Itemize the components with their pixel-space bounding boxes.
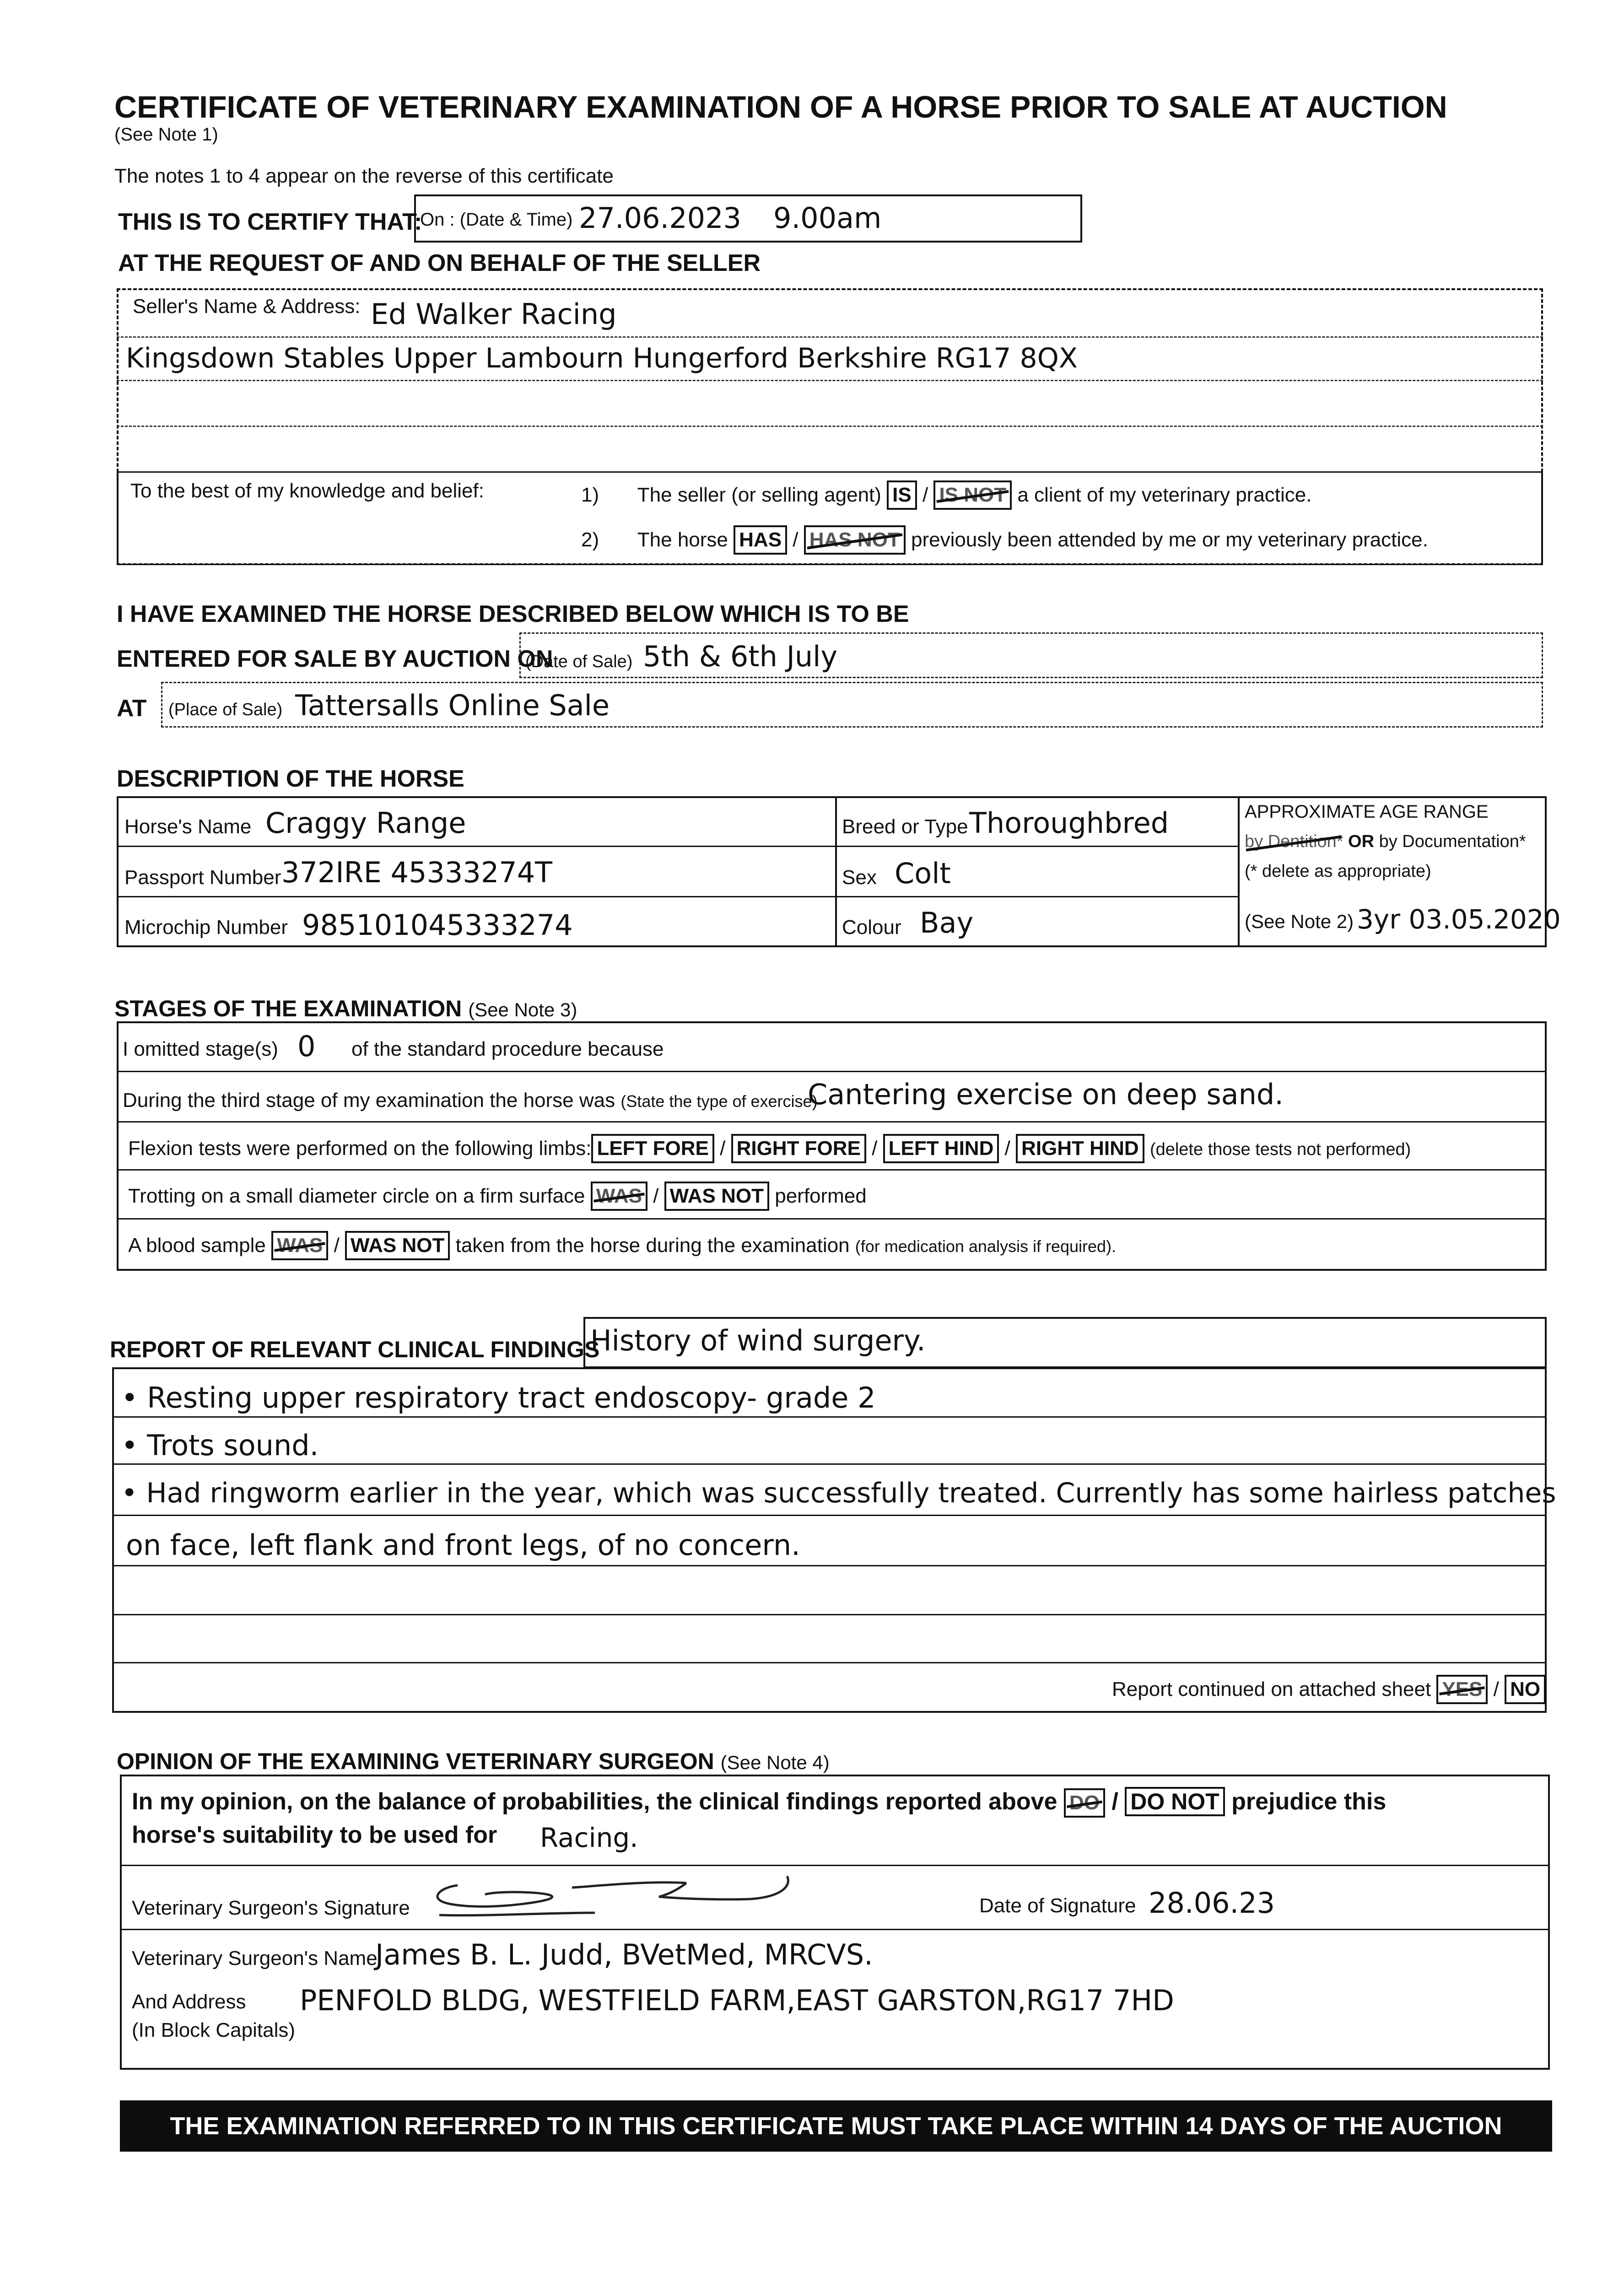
signature	[430, 1867, 824, 1926]
opinion-table	[120, 1775, 1550, 2070]
footer-banner	[120, 2100, 1552, 2152]
age-title: APPROXIMATE AGE RANGE	[1245, 802, 1489, 822]
horse-attended-row: 2) The horse HAS / HAS NOT previously been attended by me or my veterinary practice.	[581, 525, 1428, 555]
omitted-label: I omitted stage(s)	[123, 1038, 278, 1060]
sale-place-label: (Place of Sale)	[168, 700, 283, 719]
age-delete-note: (* delete as appropriate)	[1245, 862, 1431, 881]
microchip-value: 985101045333274	[302, 908, 573, 942]
opinion-text-suffix: prejudice this	[1231, 1788, 1387, 1815]
by-documentation-option[interactable]: by Documentation*	[1379, 832, 1526, 851]
is-option[interactable]: IS	[887, 480, 917, 510]
item1-prefix: The seller (or selling agent)	[637, 484, 881, 506]
signature-stroke-3	[572, 1883, 686, 1888]
report-line-4: on face, left flank and front legs, of no concern.	[126, 1528, 800, 1562]
seller-label: Seller's Name & Address:	[133, 295, 361, 318]
omitted-row	[123, 1038, 278, 1061]
notes-text: The notes 1 to 4 appear on the reverse of this certificate	[114, 165, 614, 187]
request-text: AT THE REQUEST OF AND ON BEHALF OF THE SELLER	[118, 250, 761, 276]
report-first-line: History of wind surgery.	[590, 1324, 926, 1357]
trot-label: Trotting on a small diameter circle on a firm surface	[128, 1185, 585, 1207]
report-line-3: • Had ringworm earlier in the year, which was successfully treated. Currently has some hairless patches	[121, 1477, 1556, 1509]
third-stage-label: During the third stage of my examination the horse was	[123, 1089, 615, 1112]
sale-date-value: 5th & 6th July	[643, 640, 838, 673]
blood-suffix: taken from the horse during the examination	[455, 1234, 850, 1257]
flexion-suffix: (delete those tests not performed)	[1149, 1140, 1411, 1159]
belief-label: To the best of my knowledge and belief:	[130, 480, 484, 502]
sale-place-value: Tattersalls Online Sale	[295, 689, 610, 722]
seller-client-row: 1) The seller (or selling agent) IS / IS NOT a client of my veterinary practice.	[581, 480, 1312, 510]
item2-prefix: The horse	[637, 529, 728, 551]
signature-stroke-4	[659, 1876, 788, 1899]
certify-label: THIS IS TO CERTIFY THAT:	[118, 209, 422, 235]
horse-section-title: DESCRIPTION OF THE HORSE	[117, 766, 464, 792]
blood-note: (for medication analysis if required).	[855, 1237, 1117, 1256]
certificate-title: CERTIFICATE OF VETERINARY EXAMINATION OF A HORSE PRIOR TO SALE AT AUCTION	[114, 90, 1447, 124]
continued-row: Report continued on attached sheet YES / NO	[1112, 1675, 1546, 1704]
omitted-suffix: of the standard procedure because	[351, 1038, 664, 1060]
opinion-text-prefix: In my opinion, on the balance of probabilities, the clinical findings reported above	[132, 1788, 1057, 1815]
opinion-note: (See Note 4)	[720, 1752, 830, 1773]
opinion-title-text: OPINION OF THE EXAMINING VETERINARY SURGEON	[117, 1748, 714, 1774]
opinion-use-value: Racing.	[540, 1822, 638, 1853]
vet-name-value: James B. L. Judd, BVetMed, MRCVS.	[375, 1938, 873, 1971]
age-method	[1245, 832, 1526, 852]
sale-date-label: (Date of Sale)	[525, 652, 633, 671]
omitted-value: 0	[297, 1030, 316, 1063]
flexion-row: Flexion tests were performed on the following limbs: LEFT FORE / RIGHT FORE / LEFT HIND / RIGHT HIND (delete those tests not performed)	[128, 1134, 1411, 1163]
trot-was-option[interactable]: WAS	[591, 1182, 647, 1211]
opinion-do-option[interactable]: DO	[1064, 1788, 1105, 1818]
trot-was-not-option[interactable]: WAS NOT	[664, 1182, 769, 1211]
date-sig-value: 28.06.23	[1149, 1886, 1275, 1920]
flexion-label: Flexion tests were performed on the following limbs:	[128, 1137, 592, 1160]
horse-name: Craggy Range	[265, 806, 466, 840]
passport-label: Passport Number	[124, 866, 281, 889]
age-or: OR	[1348, 832, 1375, 851]
breed-value: Thoroughbred	[969, 806, 1169, 840]
stages-note: (See Note 3)	[468, 999, 577, 1020]
sex-value: Colt	[895, 857, 951, 890]
sex-label: Sex	[842, 866, 877, 889]
continued-yes-option[interactable]: YES	[1436, 1675, 1488, 1704]
colour-label: Colour	[842, 916, 901, 939]
has-option[interactable]: HAS	[734, 525, 787, 555]
is-not-option[interactable]: IS NOT	[933, 480, 1012, 510]
vet-name-label: Veterinary Surgeon's Name	[132, 1947, 378, 1970]
third-stage-row	[123, 1089, 818, 1112]
item2-suffix: previously been attended by me or my veterinary practice.	[911, 529, 1428, 551]
age-see-note: (See Note 2)	[1245, 911, 1354, 932]
opinion-do-not-option[interactable]: DO NOT	[1125, 1787, 1225, 1816]
seller-name: Ed Walker Racing	[371, 297, 617, 331]
report-line-2: • Trots sound.	[121, 1429, 319, 1462]
exam-time: 9.00am	[773, 201, 882, 235]
date-time-label: On : (Date & Time)	[420, 210, 573, 230]
right-fore-option[interactable]: RIGHT FORE	[731, 1134, 866, 1163]
opinion-text-line2: horse's suitability to be used for	[132, 1822, 497, 1848]
third-stage-note: (State the type of exercise)	[620, 1092, 818, 1111]
date-sig-label: Date of Signature	[979, 1894, 1136, 1917]
vet-address-label-2: (In Block Capitals)	[132, 2019, 296, 2041]
blood-was-not-option[interactable]: WAS NOT	[345, 1231, 450, 1260]
seller-address: Kingsdown Stables Upper Lambourn Hungerford Berkshire RG17 8QX	[126, 342, 1078, 374]
trot-row: Trotting on a small diameter circle on a firm surface WAS / WAS NOT performed	[128, 1182, 867, 1211]
horse-name-label: Horse's Name	[124, 815, 252, 838]
report-title: REPORT OF RELEVANT CLINICAL FINDINGS	[110, 1337, 600, 1362]
blood-was-option[interactable]: WAS	[271, 1231, 328, 1260]
opinion-line-1: In my opinion, on the balance of probabilities, the clinical findings reported above DO / DO NOT prejudice this	[132, 1787, 1386, 1818]
blood-row: A blood sample WAS / WAS NOT taken from the horse during the examination (for medication analysis if required).	[128, 1231, 1116, 1260]
left-hind-option[interactable]: LEFT HIND	[883, 1134, 999, 1163]
footer-banner-text: THE EXAMINATION REFERRED TO IN THIS CERTIFICATE MUST TAKE PLACE WITHIN 14 DAYS OF THE AUCTION	[170, 2112, 1502, 2140]
signature-stroke-1	[437, 1885, 552, 1906]
blood-label: A blood sample	[128, 1234, 266, 1257]
vet-address-label: And Address	[132, 1991, 246, 2013]
continued-no-option[interactable]: NO	[1505, 1675, 1546, 1704]
has-not-option[interactable]: HAS NOT	[804, 525, 906, 555]
item1-num: 1)	[581, 484, 599, 506]
signature-label: Veterinary Surgeon's Signature	[132, 1897, 410, 1919]
entered-text: ENTERED FOR SALE BY AUCTION ON	[117, 646, 553, 672]
left-fore-option[interactable]: LEFT FORE	[591, 1134, 714, 1163]
report-line-1: • Resting upper respiratory tract endoscopy- grade 2	[121, 1381, 876, 1414]
passport-value: 372IRE 45333274T	[281, 856, 553, 889]
breed-label: Breed or Type	[842, 815, 968, 838]
colour-value: Bay	[920, 906, 974, 939]
right-hind-option[interactable]: RIGHT HIND	[1016, 1134, 1144, 1163]
by-dentition-option[interactable]: by Dentition*	[1245, 832, 1343, 851]
signature-stroke-2	[439, 1913, 595, 1916]
at-label: AT	[117, 695, 147, 722]
trot-suffix: performed	[775, 1185, 867, 1207]
see-note-1: (See Note 1)	[114, 124, 218, 145]
vet-address-value: PENFOLD BLDG, WESTFIELD FARM,EAST GARSTON,RG17 7HD	[300, 1984, 1174, 2017]
age-value: 3yr 03.05.2020	[1357, 904, 1561, 935]
opinion-title	[117, 1748, 830, 1775]
stages-title-text: STAGES OF THE EXAMINATION	[114, 996, 462, 1021]
third-stage-value: Cantering exercise on deep sand.	[808, 1078, 1284, 1111]
item1-suffix: a client of my veterinary practice.	[1017, 484, 1312, 506]
exam-date: 27.06.2023	[579, 201, 741, 235]
examined-text: I HAVE EXAMINED THE HORSE DESCRIBED BELOW WHICH IS TO BE	[117, 601, 909, 627]
continued-label: Report continued on attached sheet	[1112, 1678, 1431, 1700]
item2-num: 2)	[581, 529, 599, 551]
stages-title	[114, 995, 577, 1022]
microchip-label: Microchip Number	[124, 916, 288, 939]
